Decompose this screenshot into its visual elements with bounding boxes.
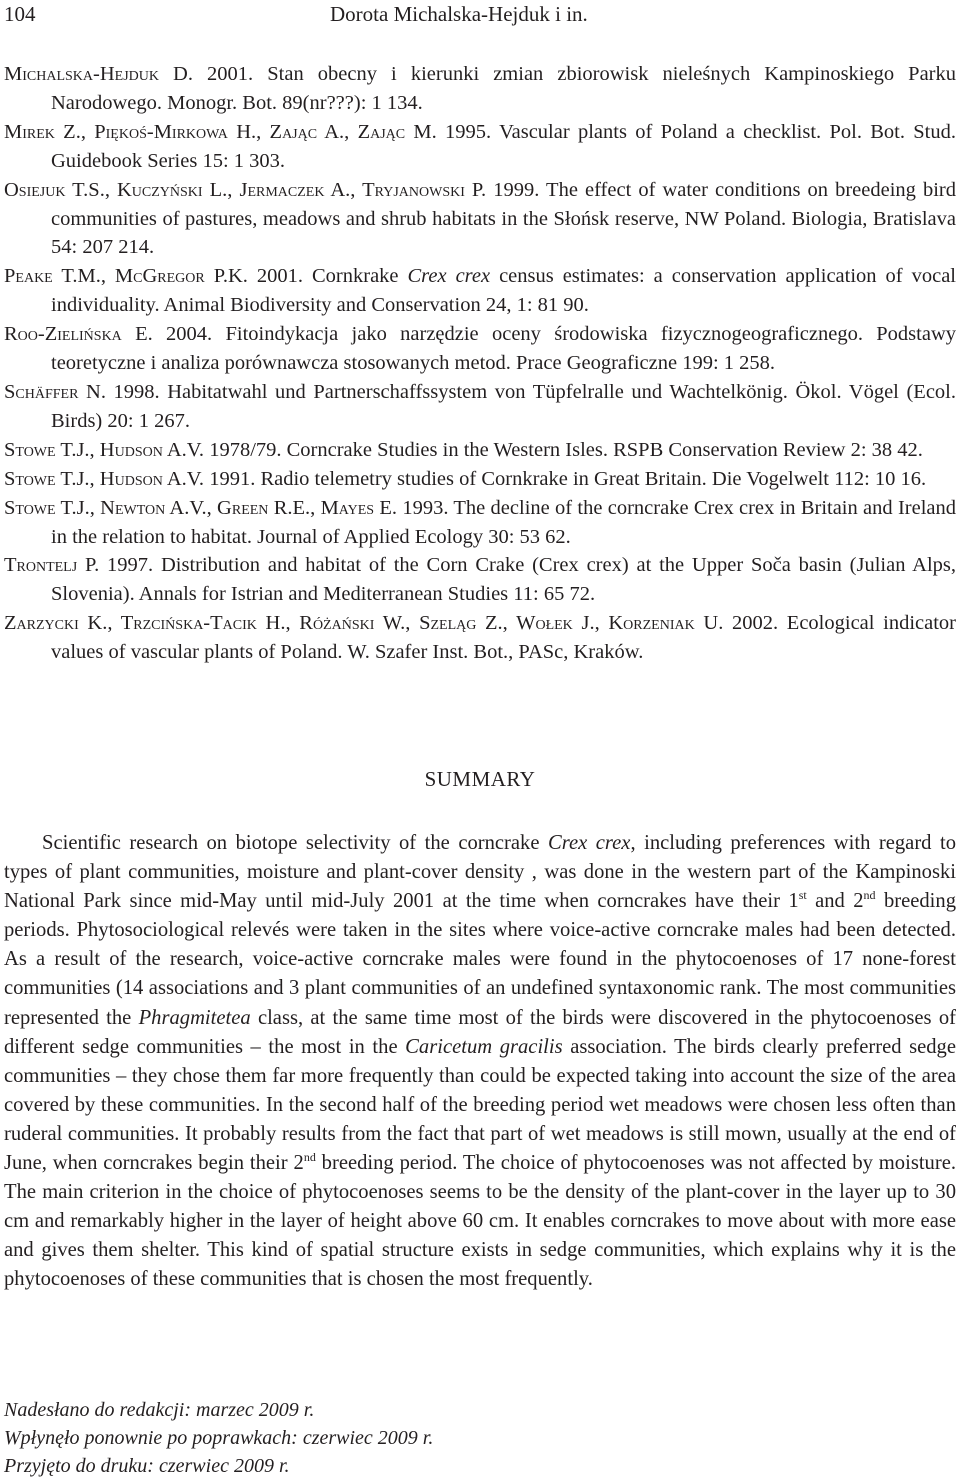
summary-text: , including preferences with regard to types of plant communities, moisture and plant-cover density , was done in the western part of the Kampinoski National Park since mid-May until mid-July 2001 at the time when corncrakes have their 1 <box>4 832 956 913</box>
reference-text: 2004. Fitoindykacja jako narzędzie oceny środowiska fizycznogeograficznego. Podstawy teoretyczne i analiza porównawcza stosowanych metod. Prace Geograficzne 199: 1 258. <box>51 323 956 375</box>
reference-authors: Osiejuk T.S., Kuczyński L., Jermaczek A., Tryjanowski P. <box>4 178 487 201</box>
reference-item <box>4 320 956 378</box>
reference-authors: Stowe T.J., Hudson A.V. <box>4 438 205 461</box>
summary-text: breeding period. The choice of phytocoenoses was not affected by moisture. The main criterion in the choice of phytocoenoses seems to be the density of the plant-cover in the layer up to 30 cm and remarkably higher in the layer of height above 60 cm. It enables corncrakes to move about with more ease and gives them shelter. This kind of spatial structure exists in sedge communities, which explains why it is the phytocoenoses of these communities that is chosen the most frequently. <box>4 1152 956 1291</box>
revised-date: Wpłynęło ponownie po poprawkach: czerwiec 2009 r. <box>4 1427 434 1449</box>
reference-item <box>4 378 956 436</box>
reference-text: 1998. Habitatwahl und Partnerschaffssystem von Tüpfelralle und Wachtelkönig. Ökol. Vögel (Ecol. Birds) 20: 1 267. <box>51 380 956 432</box>
reference-item <box>4 494 956 552</box>
reference-species-italic: Crex crex <box>407 265 491 288</box>
ordinal-superscript: st <box>798 888 807 903</box>
submission-dates <box>4 1396 704 1480</box>
reference-item <box>4 176 956 263</box>
reference-text: 1978/79. Corncrake Studies in the Western Isles. RSPB Conservation Review 2: 38 42. <box>204 438 923 461</box>
reference-text: 1997. Distribution and habitat of the Corn Crake (Crex crex) at the Upper Soča basin (Julian Alps, Slovenia). Annals for Istrian and Mediterranean Studies 11: 65 72. <box>51 554 956 606</box>
reference-authors: Roo-Zielińska E. <box>4 323 153 346</box>
summary-text: and 2 <box>806 890 864 913</box>
summary-text: class, at the same time most of the birds were discovered in the phytocoenoses of different sedge communities – the most in the <box>4 1006 956 1058</box>
summary-text: association. The birds clearly preferred sedge communities – they chose them far more frequently than could be expected taking into account the size of the area covered by these communities. In the second half of the breeding period wet meadows were chosen less often than ruderal communities. It probably results from the fact that part of wet meadows is still mown, usually at the end of June, when corncrakes begin their 2 <box>4 1035 956 1175</box>
summary-text: Scientific research on biotope selectivity of the corncrake <box>42 832 548 854</box>
reference-text: 1995. Vascular plants of Poland a checklist. Pol. Bot. Stud. Guidebook Series 15: 1 303. <box>51 120 956 172</box>
summary-paragraph <box>4 829 956 1295</box>
page-header <box>4 0 956 40</box>
reference-text: 2001. Cornkrake <box>247 265 408 288</box>
reference-text: 1993. The decline of the corncrake Crex crex in Britain and Ireland in the relation to habitat. Journal of Applied Ecology 30: 53 62. <box>51 496 956 548</box>
reference-item <box>4 551 956 609</box>
reference-authors: Trontelj P. <box>4 554 100 577</box>
reference-text: 1991. Radio telemetry studies of Cornkrake in Great Britain. Die Vogelwelt 112: 10 16. <box>204 467 927 490</box>
class-name-italic: Phragmitetea <box>138 1006 251 1029</box>
summary-heading: SUMMARY <box>424 767 536 791</box>
received-date: Nadesłano do redakcji: marzec 2009 r. <box>4 1399 315 1421</box>
reference-item <box>4 465 956 494</box>
reference-authors: Schäffer N. <box>4 380 106 403</box>
reference-text: 2001. Stan obecny i kierunki zmian zbiorowisk nieleśnych Kampinoskiego Parku Narodowego. Monogr. Bot. 89(nr???): 1 134. <box>51 63 957 114</box>
reference-text: 1999. The effect of water conditions on breedeing bird communities of pastures, meadows and shrub habitats in the Słońsk reserve, NW Poland. Biologia, Bratislava 54: 207 214. <box>51 178 956 259</box>
reference-item <box>4 262 956 320</box>
reference-authors: Stowe T.J., Newton A.V., Green R.E., Mayes E. <box>4 496 398 519</box>
reference-item <box>4 60 956 118</box>
ordinal-superscript: nd <box>303 1150 316 1165</box>
reference-item <box>4 436 956 465</box>
ordinal-superscript: nd <box>863 888 876 903</box>
reference-authors: Zarzycki K., Trzcińska-Tacik H., Różański W., Szeląg Z., Wołek J., Korzeniak U. <box>4 612 724 635</box>
reference-authors: Stowe T.J., Hudson A.V. <box>4 467 205 490</box>
summary-text: breeding periods. Phytosociological relevés were taken in the sites where voice-active corncrake males had been detected. As a result of the research, voice-active corncrake males were found in the phytocoenoses of 17 none-forest communities (14 associations and 3 plant communities of an undefined syntaxonomic rank. The most communities represented the <box>4 890 956 1029</box>
reference-list <box>4 60 956 667</box>
reference-authors: Peake T.M., McGregor P.K. <box>4 265 248 288</box>
running-title: Dorota Michalska-Hejduk i in. <box>330 2 588 26</box>
reference-authors: Mirek Z., Piękoś-Mirkowa H., Zając A., Zając M. <box>4 120 437 143</box>
association-name-italic: Caricetum gracilis <box>405 1035 563 1058</box>
page-number: 104 <box>4 2 36 26</box>
reference-text-cont: census estimates: a conservation application of vocal individuality. Animal Biodiversity and Conservation 24, 1: 81 90. <box>51 265 956 317</box>
reference-authors: Michalska-Hejduk D. <box>4 63 193 85</box>
reference-item <box>4 118 956 176</box>
species-name-italic: Crex crex <box>548 832 631 854</box>
reference-item <box>4 609 956 667</box>
accepted-date: Przyjęto do druku: czerwiec 2009 r. <box>4 1455 290 1477</box>
reference-text: 2002. Ecological indicator values of vascular plants of Poland. W. Szafer Inst. Bot., PASc, Kraków. <box>51 612 956 664</box>
